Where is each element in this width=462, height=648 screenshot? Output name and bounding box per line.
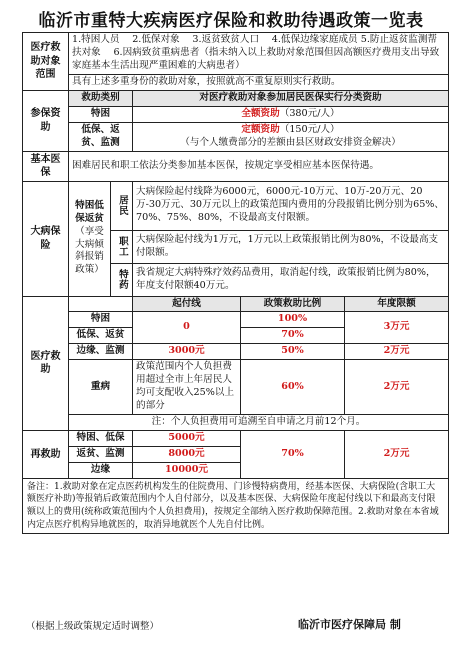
scope-item-2: 2.低保对象 [132, 34, 180, 45]
subsidy-kind-2: 定额资助 [241, 123, 280, 135]
critical-worker-label: 职工 [111, 230, 133, 263]
critical-group [69, 181, 111, 296]
scope-item-4: 4.低保边缘家庭成员 [271, 34, 358, 45]
policy-table [22, 32, 449, 534]
critical-worker-text: 大病保险起付线为1万元，1万元以上政策报销比例为80%，不设最高支付限额。 [133, 230, 449, 263]
aid-ratio-2: 70% [241, 328, 345, 344]
subsidy-kind-1: 全额资助 [241, 107, 280, 119]
scope-item-6: 6.因病致贫重病患者（指未纳入以上救助对象范围但因高额医疗费用支出导致家庭基本生活出现严重困难的大病患者） [72, 46, 440, 71]
scope-note: 具有上述多重身份的救助对象，按照就高不重复原则实行救助。 [69, 74, 449, 90]
aid-type-1: 特困 [69, 312, 133, 328]
footer-note: （根据上级政策规定适时调整） [26, 621, 160, 632]
aid-label: 医疗救助 [23, 296, 69, 430]
subsidy-row-1 [133, 106, 449, 122]
basic-text: 困难居民和职工依法分类参加基本医保，按规定享受相应基本医保待遇。 [69, 151, 449, 181]
aid-threshold-4: 政策范围内个人负担费用超过全市上年居民人均可支配收入25%以上的部分 [133, 360, 241, 415]
subsidy-amount-2: （150元/人） [279, 123, 340, 135]
subsidy-header-type: 救助类别 [69, 90, 133, 106]
basic-label: 基本医保 [23, 151, 69, 181]
critical-resident-label: 居民 [111, 181, 133, 230]
aid-threshold-1: 0 [133, 312, 241, 344]
aid-note: 注：个人负担费用可追溯至自申请之月前12个月。 [69, 415, 449, 431]
aid-ratio-4: 60% [241, 360, 345, 415]
aid-type-4: 重病 [69, 360, 133, 415]
critical-drug-label: 特药 [111, 263, 133, 296]
subsidy-row-2 [133, 122, 449, 151]
aid-limit-3: 2万元 [345, 344, 449, 360]
reaid-threshold-2: 8000元 [133, 446, 241, 462]
reaid-label: 再救助 [23, 430, 69, 478]
critical-resident-text: 大病保险起付线降为6000元，6000元-10万元、10万-20万元、20万-30万元、30万元以上的政策范围内费用的分段报销比例分别为65%、70%、75%、80%，不设最高支付限额。 [133, 181, 449, 230]
subsidy-label: 参保资助 [23, 90, 69, 151]
aid-col-threshold: 起付线 [133, 296, 241, 312]
scope-items [69, 33, 449, 75]
critical-label: 大病保险 [23, 181, 69, 296]
scope-item-5: 5.防止返贫监测帮扶对象 [72, 34, 438, 58]
reaid-type-3: 边缘 [69, 462, 133, 478]
reaid-limit: 2万元 [345, 430, 449, 478]
subsidy-amount-1: （380元/人） [279, 107, 340, 119]
aid-ratio-1: 100% [241, 312, 345, 328]
aid-threshold-3: 3000元 [133, 344, 241, 360]
aid-type-3: 边缘、监测 [69, 344, 133, 360]
critical-group-label: 特困低保返贫 [75, 199, 104, 224]
aid-limit-1: 3万元 [345, 312, 449, 344]
critical-group-note: （享受大病倾斜报销政策） [75, 225, 104, 276]
aid-col-limit: 年度限额 [345, 296, 449, 312]
footer-issuer: 临沂市医疗保障局 制 [298, 618, 401, 631]
aid-col-ratio: 政策救助比例 [241, 296, 345, 312]
reaid-threshold-1: 5000元 [133, 430, 241, 446]
scope-row [23, 33, 449, 75]
reaid-type-1: 特困、低保 [69, 430, 133, 446]
reaid-type-2: 返贫、监测 [69, 446, 133, 462]
scope-item-1: 1.特困人员 [72, 34, 120, 45]
subsidy-type-1: 特困 [69, 106, 133, 122]
aid-limit-4: 2万元 [345, 360, 449, 415]
aid-ratio-3: 50% [241, 344, 345, 360]
page-title: 临沂市重特大疾病医疗保险和救助待遇政策一览表 [38, 11, 424, 31]
subsidy-note: （与个人缴费部分的差额由县区财政安排资金解决） [180, 136, 401, 148]
aid-header-empty [69, 296, 133, 312]
reaid-threshold-3: 10000元 [133, 462, 241, 478]
scope-label: 医疗救助对象范围 [23, 33, 69, 91]
scope-item-3: 3.返贫致贫人口 [192, 34, 260, 45]
aid-type-2: 低保、返贫 [69, 328, 133, 344]
subsidy-type-2: 低保、返贫、监测 [69, 122, 133, 151]
critical-drug-text: 我省规定大病特殊疗效药品费用，取消起付线，政策报销比例为80%，年度支付限额40万元。 [133, 263, 449, 296]
reaid-ratio: 70% [241, 430, 345, 478]
subsidy-header-policy: 对医疗救助对象参加居民医保实行分类资助 [133, 90, 449, 106]
remarks: 备注：1.救助对象在定点医药机构发生的住院费用、门诊慢特病费用，经基本医保、大病保险(含职工大额医疗补助)等报销后政策范围内个人自付部分，以及基本医保、大病保险年度起付线以下和最高支付限额以上的费用(统称政策范围内个人负担费用)，按规定全部纳入医疗救助保障范围。2.救助对象在本省域内定点医疗机构异地就医的，取消异地就医个人先自付比例。 [23, 478, 449, 533]
